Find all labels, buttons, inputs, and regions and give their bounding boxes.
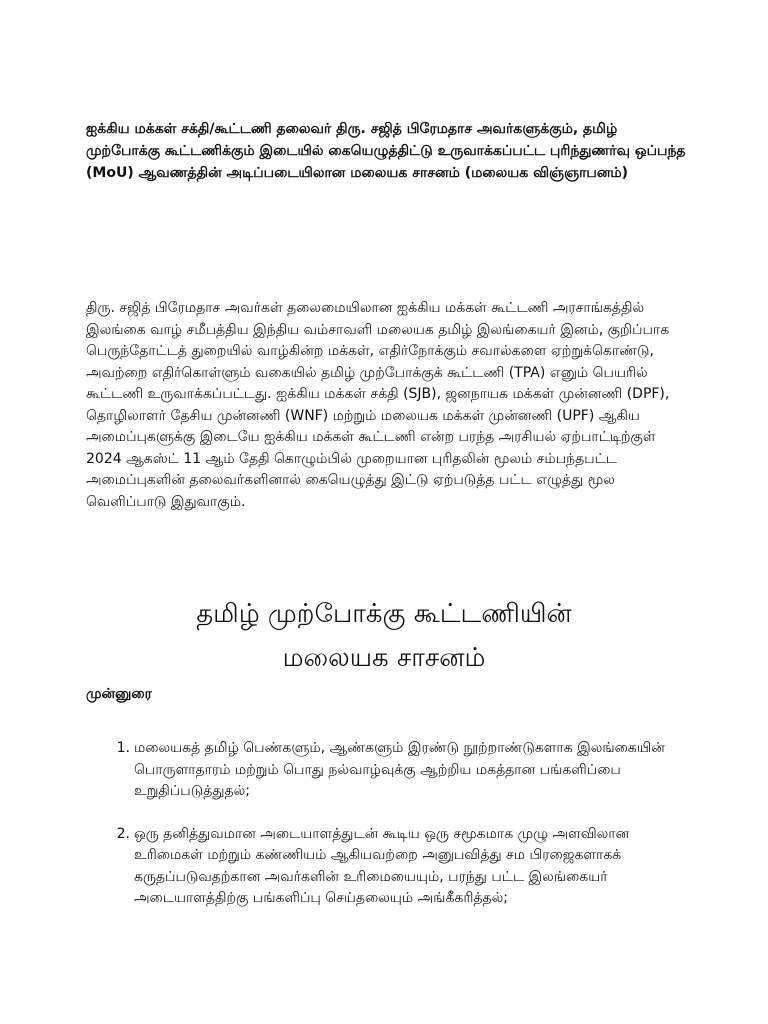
charter-heading-line1: தமிழ் முற்போக்கு கூட்டணியின் [196,599,572,629]
charter-heading-line2: மலையக சாசனம் [282,643,486,673]
list-item-text: ஒரு தனித்துவமான அடையாளத்துடன் கூடிய ஒரு சமூகமாக முழு அளவிலான உரிமைகள் மற்றும் கண்ணியம் ஆகியவற்றை அனுபவித்து சம பிரஜைகளாகக் கருதப்படுவதற்கான அவர்களின் உரிமையையும், பரந்து பட்ட இலங்கையர் அடையாளத்திற்கு பங்களிப்பு செய்தலையும் அங்கீகரித்தல்; [134,825,630,906]
preamble-list [86,738,686,931]
list-item-text: மலையகத் தமிழ் பெண்களும், ஆண்களும் இரண்டு நூற்றாண்டுகளாக இலங்கையின் பொருளாதாரம் மற்றும் பொது நல்வாழ்வுக்கு ஆற்றிய மகத்தான பங்களிப்பை உறுதிப்படுத்துதல்; [134,740,665,799]
document-title: ஐக்கிய மக்கள் சக்தி/கூட்டணி தலைவர் திரு. சஜித் பிரேமதாச அவர்களுக்கும், தமிழ் முற்போக்கு கூட்டணிக்கும் இடையில் கையெழுத்திட்டு உருவாக்கப்பட்ட புரிந்துணர்வு ஒப்பந்த (MoU) ஆவணத்தின் அடிப்படையிலான மலையக சாசனம் (மலையக விஞ்ஞாபனம்) [86,121,686,181]
list-item [86,738,686,803]
intro-paragraph: திரு. சஜித் பிரேமதாச அவர்கள் தலைமையிலான ஐக்கிய மக்கள் கூட்டணி அரசாங்கத்தில் இலங்கை வாழ் சமீபத்திய இந்திய வம்சாவளி மலையக தமிழ் இலங்கையர் இனம், குறிப்பாக பெருந்தோட்டத் துறையில் வாழ்கின்ற மக்கள், எதிர்நோக்கும் சவால்களை ஏற்றுக்கொண்டு, அவற்றை எதிர்கொள்ளும் வகையில் தமிழ் முற்போக்குக் கூட்டணி (TPA) எனும் பெயரில் கூட்டணி உருவாக்கப்பட்டது. ஐக்கிய மக்கள் சக்தி (SJB), ஜனநாயக மக்கள் முன்னணி (DPF), தொழிலாளர் தேசிய முன்னணி (WNF) மற்றும் மலையக மக்கள் முன்னணி (UPF) ஆகிய அமைப்புகளுக்கு இடையே ஐக்கிய மக்கள் கூட்டணி என்ற பரந்த அரசியல் ஏற்பாட்டிற்குள் 2024 ஆகஸ்ட் 11 ஆம் தேதி கொழும்பில் முறையான புரிதலின் மூலம் சம்பந்தபட்ட அமைப்புகளின் தலைவர்களினால் கையெழுத்து இட்டு ஏற்படுத்த பட்ட எழுத்து மூல வெளிப்பாடு இதுவாகும். [86,300,670,510]
charter-heading [86,592,682,680]
preamble-label: முன்னுரை [86,686,152,702]
list-item-number: 1. [116,740,130,756]
list-item [86,824,686,910]
list-item-number: 2. [116,825,130,842]
